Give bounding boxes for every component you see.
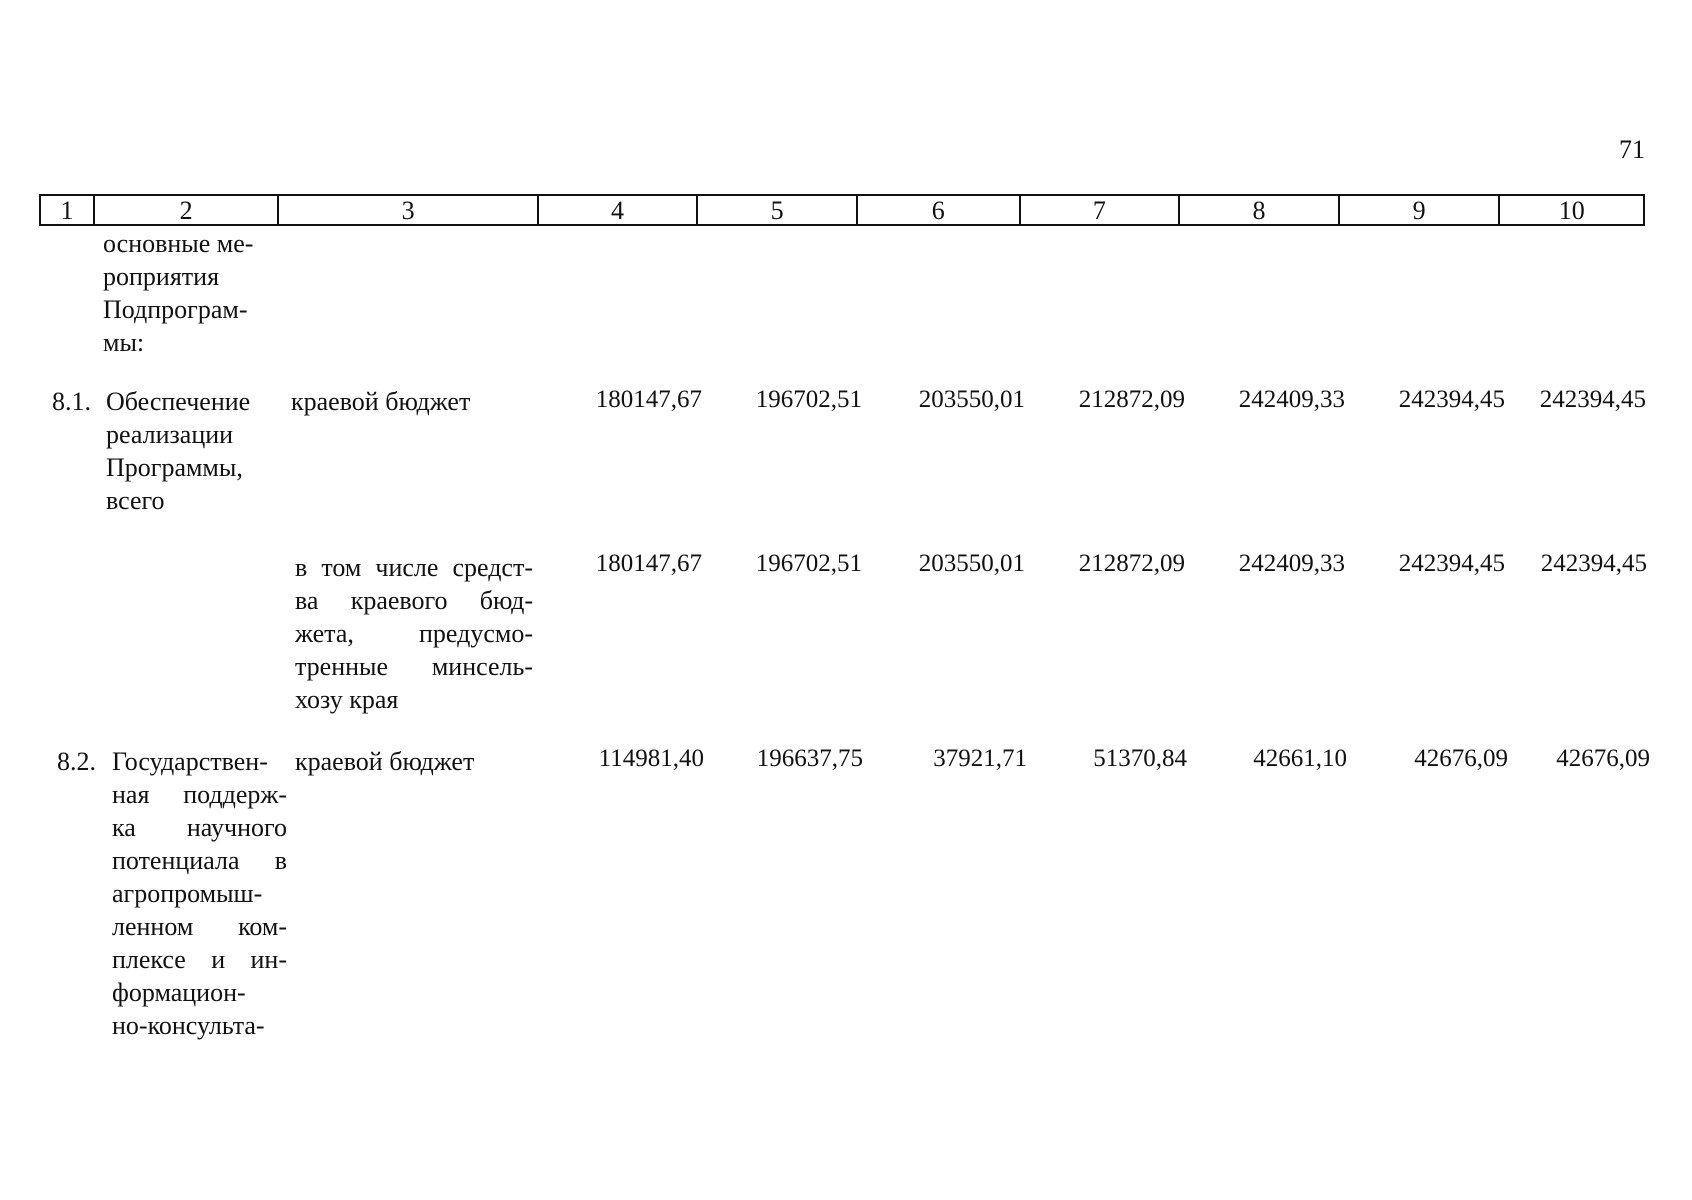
value-8-1-sub-col6: 203550,01	[918, 550, 1025, 577]
header-cell-8: 8	[1180, 196, 1340, 224]
value-8-1-col8: 242409,33	[1238, 386, 1345, 413]
row-source-line: краевой бюджет	[295, 747, 475, 776]
intro-text	[103, 227, 273, 359]
row-name-line: Обеспечение	[106, 387, 251, 416]
value-8-2-col5: 196637,75	[756, 745, 863, 772]
row-source-8-1-sub	[295, 551, 533, 716]
value-8-1-col7: 212872,09	[1078, 386, 1185, 413]
intro-line: Подпрограм-	[103, 295, 248, 324]
row-name-8-2	[112, 745, 287, 1042]
value-8-1-col6: 203550,01	[918, 386, 1025, 413]
value-8-1-sub-col7: 212872,09	[1078, 550, 1185, 577]
row-source-line: в том числе средст-	[295, 553, 533, 582]
row-source-line: ва краевого бюд-	[295, 586, 533, 615]
row-name-line: но-консульта-	[112, 1011, 265, 1040]
row-source-line: краевой бюджет	[291, 387, 471, 416]
header-cell-1: 1	[41, 196, 95, 224]
value-8-1-sub-col9: 242394,45	[1398, 550, 1505, 577]
row-name-line: ленном ком-	[112, 912, 287, 941]
value-8-1-col9: 242394,45	[1398, 386, 1505, 413]
value-8-1-col4: 180147,67	[595, 386, 702, 413]
value-8-1-sub-col8: 242409,33	[1238, 550, 1345, 577]
row-source-8-2	[295, 745, 535, 778]
value-8-2-col7: 51370,84	[1093, 745, 1187, 772]
value-8-1-sub-col4: 180147,67	[595, 550, 702, 577]
value-8-2-col4: 114981,40	[598, 745, 704, 772]
header-cell-10: 10	[1558, 196, 1585, 225]
value-8-1-sub-col10: 242394,45	[1540, 550, 1647, 577]
intro-line: роприятия	[103, 262, 220, 291]
value-8-1-sub-col5: 196702,51	[755, 550, 862, 577]
header-cell-2: 2	[95, 196, 280, 224]
row-source-line: хозу края	[295, 685, 399, 714]
value-8-1-col10: 242394,45	[1539, 386, 1646, 413]
row-name-line: всего	[106, 486, 165, 515]
intro-line: основные ме-	[103, 229, 254, 258]
row-name-line: Программы,	[106, 453, 243, 482]
header-cell-3: 3	[279, 196, 538, 224]
row-name-line: Государствен-	[112, 747, 268, 776]
header-cell-5: 5	[698, 196, 858, 224]
table-header-row	[39, 194, 1645, 226]
value-8-1-col5: 196702,51	[755, 386, 862, 413]
value-8-2-col6: 37921,71	[933, 745, 1027, 772]
row-name-line: агропромыш-	[112, 879, 263, 908]
row-name-line: ка научного	[112, 813, 287, 842]
page-number: 71	[1619, 135, 1645, 164]
row-name-8-1	[106, 385, 276, 517]
value-8-2-col9: 42676,09	[1414, 745, 1508, 772]
row-source-line: жета, предусмо-	[295, 619, 533, 648]
row-number-8-2: 8.2.	[57, 747, 96, 776]
header-cell-6: 6	[858, 196, 1021, 224]
header-cell-7: 7	[1021, 196, 1181, 224]
value-8-2-col8: 42661,10	[1253, 745, 1347, 772]
row-name-line: ная поддерж-	[112, 780, 287, 809]
row-source-8-1	[291, 385, 531, 418]
row-source-line: тренные минсель-	[295, 652, 533, 681]
intro-line: мы:	[103, 328, 145, 357]
value-8-2-col10: 42676,09	[1556, 745, 1650, 772]
header-cell-9: 9	[1340, 196, 1501, 224]
row-name-line: формацион-	[112, 978, 246, 1007]
row-name-line: плексе и ин-	[112, 945, 287, 974]
row-number-8-1: 8.1.	[52, 387, 91, 416]
row-name-line: реализации	[106, 420, 234, 449]
header-cell-4: 4	[539, 196, 699, 224]
row-name-line: потенциала в	[112, 846, 287, 875]
